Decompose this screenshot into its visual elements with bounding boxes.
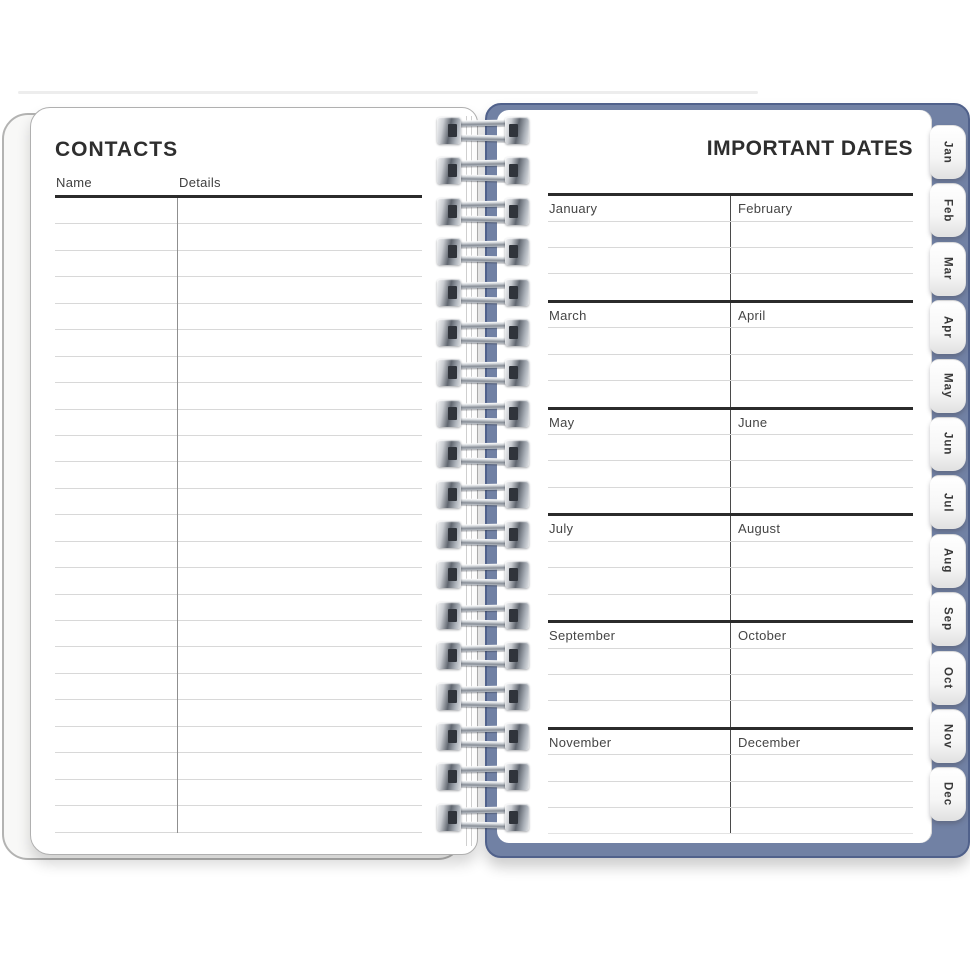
wire-coil	[437, 804, 529, 831]
month-blank-row	[548, 460, 913, 486]
month-label: December	[738, 734, 801, 750]
month-blank-row	[548, 221, 913, 247]
tab-label: Apr	[941, 315, 954, 339]
tab-mar	[930, 242, 966, 296]
contacts-page	[30, 107, 478, 855]
coil-end-left	[437, 279, 461, 306]
tab-label: Feb	[941, 198, 954, 223]
month-label: November	[549, 734, 612, 750]
coil-end-right	[505, 481, 529, 508]
tab-label: Dec	[941, 782, 954, 807]
tab-jul	[930, 475, 966, 529]
month-section	[548, 407, 913, 514]
month-blank-row	[548, 434, 913, 460]
contacts-row	[55, 436, 422, 462]
tab-label: Sep	[941, 607, 954, 632]
month-label-row	[548, 623, 913, 648]
contacts-row	[55, 462, 422, 488]
coil-end-right	[505, 683, 529, 710]
month-section	[548, 300, 913, 407]
contacts-column-divider	[177, 198, 178, 833]
tab-jan	[930, 125, 966, 179]
month-label: January	[549, 201, 598, 216]
wire-coil	[437, 157, 529, 184]
wire-coil	[437, 481, 529, 508]
wire-coil	[437, 642, 529, 669]
contacts-row	[55, 647, 422, 673]
month-blank-row	[548, 648, 913, 674]
coil-end-left	[437, 157, 461, 184]
month-blank-row	[548, 674, 913, 700]
contacts-row	[55, 595, 422, 621]
wire-coil	[437, 198, 529, 225]
contacts-row	[55, 410, 422, 436]
wire-coil	[437, 117, 529, 144]
month-label-row	[548, 516, 913, 541]
tab-apr	[930, 300, 966, 354]
name-column-header: Name	[56, 175, 92, 190]
coil-end-right	[505, 279, 529, 306]
coil-end-left	[437, 440, 461, 467]
coil-end-left	[437, 804, 461, 831]
month-section	[548, 727, 913, 834]
month-blank-row	[548, 567, 913, 593]
contacts-row	[55, 727, 422, 753]
tab-jun	[930, 417, 966, 471]
coil-end-right	[505, 238, 529, 265]
contacts-rows	[55, 198, 422, 833]
index-tabs	[930, 125, 968, 827]
coil-end-left	[437, 521, 461, 548]
month-section	[548, 193, 913, 300]
coil-end-left	[437, 238, 461, 265]
month-label: September	[549, 628, 616, 644]
wire-coil	[437, 238, 529, 265]
coil-end-left	[437, 481, 461, 508]
tab-sep	[930, 592, 966, 646]
spiral-binding	[437, 117, 529, 837]
contacts-row	[55, 780, 422, 806]
contacts-row	[55, 674, 422, 700]
contacts-row	[55, 330, 422, 356]
month-label: March	[549, 307, 587, 323]
important-dates-title: IMPORTANT DATES	[706, 137, 913, 160]
important-dates-table	[548, 193, 913, 834]
coil-end-right	[505, 602, 529, 629]
wire-coil	[437, 440, 529, 467]
month-blank-row	[548, 594, 913, 620]
tab-label: Nov	[941, 723, 954, 749]
coil-end-right	[505, 198, 529, 225]
contacts-page-title: CONTACTS	[55, 138, 179, 161]
month-blank-row	[548, 754, 913, 780]
tab-dec	[930, 767, 966, 821]
month-blank-row	[548, 541, 913, 567]
contacts-row	[55, 277, 422, 303]
month-label: May	[549, 414, 575, 430]
tab-feb	[930, 183, 966, 237]
coil-end-right	[505, 723, 529, 750]
tab-label: Oct	[941, 666, 954, 689]
month-blank-row	[548, 700, 913, 726]
contacts-row	[55, 542, 422, 568]
contacts-row	[55, 383, 422, 409]
contacts-row	[55, 198, 422, 224]
coil-end-left	[437, 561, 461, 588]
tab-label: Jul	[941, 492, 954, 513]
coil-end-right	[505, 400, 529, 427]
wire-coil	[437, 561, 529, 588]
contacts-row	[55, 251, 422, 277]
month-section	[548, 513, 913, 620]
wire-coil	[437, 602, 529, 629]
coil-end-left	[437, 642, 461, 669]
page-stack-edge	[18, 91, 758, 94]
month-blank-row	[548, 327, 913, 353]
month-blank-row	[548, 807, 913, 833]
contacts-row	[55, 489, 422, 515]
month-blank-row	[548, 247, 913, 273]
coil-end-right	[505, 117, 529, 144]
contacts-row	[55, 621, 422, 647]
contacts-row	[55, 515, 422, 541]
coil-end-right	[505, 804, 529, 831]
coil-end-left	[437, 683, 461, 710]
coil-end-left	[437, 117, 461, 144]
coil-end-right	[505, 561, 529, 588]
contacts-table	[55, 195, 422, 833]
tab-label: May	[941, 372, 954, 399]
month-section	[548, 620, 913, 727]
tab-oct	[930, 651, 966, 705]
tab-may	[930, 359, 966, 413]
coil-end-right	[505, 763, 529, 790]
month-label: June	[738, 414, 768, 430]
contacts-row	[55, 357, 422, 383]
tab-label: Jun	[941, 432, 954, 456]
month-label: October	[738, 628, 787, 644]
month-blank-row	[548, 354, 913, 380]
contacts-row	[55, 224, 422, 250]
month-label: August	[738, 521, 781, 537]
tab-label: Mar	[941, 257, 954, 281]
coil-end-right	[505, 440, 529, 467]
wire-coil	[437, 279, 529, 306]
month-blank-row	[548, 380, 913, 406]
wire-coil	[437, 683, 529, 710]
coil-end-left	[437, 400, 461, 427]
contacts-row	[55, 304, 422, 330]
coil-end-right	[505, 359, 529, 386]
month-grid	[548, 193, 913, 834]
coil-end-right	[505, 642, 529, 669]
coil-end-right	[505, 521, 529, 548]
tab-label: Aug	[941, 548, 954, 574]
contacts-row	[55, 568, 422, 594]
contacts-row	[55, 753, 422, 779]
coil-end-left	[437, 319, 461, 346]
month-label-row	[548, 196, 913, 221]
important-dates-page	[497, 110, 932, 843]
wire-coil	[437, 400, 529, 427]
month-label-row	[548, 410, 913, 435]
tab-nov	[930, 709, 966, 763]
wire-coil	[437, 521, 529, 548]
wire-coil	[437, 319, 529, 346]
wire-coil	[437, 359, 529, 386]
contacts-row	[55, 806, 422, 832]
month-label-row	[548, 303, 913, 328]
wire-coil	[437, 763, 529, 790]
coil-end-left	[437, 359, 461, 386]
month-blank-row	[548, 273, 913, 299]
month-label: February	[738, 201, 793, 216]
contacts-row	[55, 700, 422, 726]
month-blank-row	[548, 781, 913, 807]
month-label-row	[548, 730, 913, 755]
coil-end-left	[437, 723, 461, 750]
month-label: April	[738, 307, 766, 323]
coil-end-left	[437, 602, 461, 629]
wire-coil	[437, 723, 529, 750]
details-column-header: Details	[179, 175, 221, 190]
month-blank-row	[548, 487, 913, 513]
coil-end-left	[437, 763, 461, 790]
coil-end-left	[437, 198, 461, 225]
coil-end-right	[505, 157, 529, 184]
month-label: July	[549, 521, 574, 537]
coil-end-right	[505, 319, 529, 346]
tab-aug	[930, 534, 966, 588]
tab-label: Jan	[941, 140, 954, 164]
